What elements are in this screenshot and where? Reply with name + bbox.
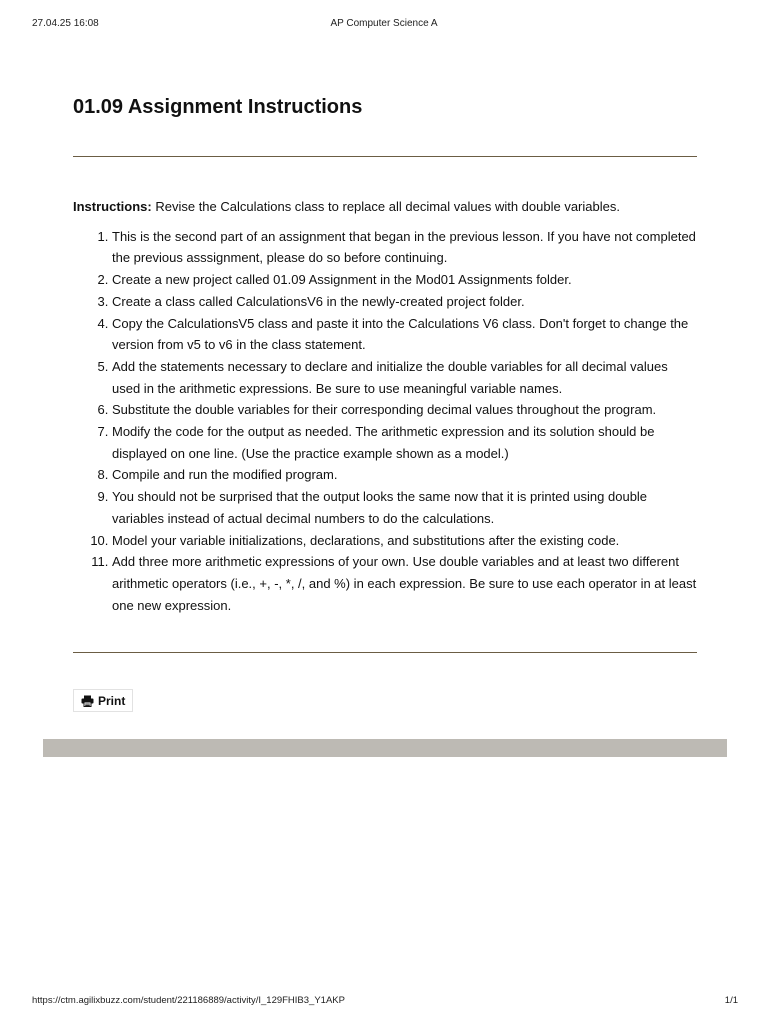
list-item: 6. Substitute the double variables for their corresponding decimal values throughout the program. [112, 399, 697, 421]
print-header-datetime: 27.04.25 16:08 [32, 18, 99, 29]
print-button-label: Print [98, 693, 126, 708]
print-footer-page-number: 1/1 [724, 995, 738, 1006]
print-button[interactable] [73, 689, 133, 712]
print-header-title: AP Computer Science A [330, 18, 438, 29]
page-title: 01.09 Assignment Instructions [73, 96, 363, 118]
steps-list [73, 226, 697, 617]
list-item: 2. Create a new project called 01.09 Assignment in the Mod01 Assignments folder. [112, 269, 697, 291]
list-item: 3. Create a class called CalculationsV6 in the newly-created project folder. [112, 291, 697, 313]
list-item: 11. Add three more arithmetic expressions of your own. Use double variables and at least two different arithmetic operators (i.e., +, -, *, /, and %) in each expression. Be sure to use each operator in at least one new expression. [112, 551, 697, 616]
bottom-divider [73, 652, 697, 653]
printer-icon [81, 695, 94, 707]
instructions-section [73, 196, 697, 616]
list-item: 5. Add the statements necessary to declare and initialize the double variables for all decimal values used in the arithmetic expressions. Be sure to use meaningful variable names. [112, 356, 697, 399]
list-item: 8. Compile and run the modified program. [112, 464, 697, 486]
instructions-intro [73, 196, 697, 218]
gray-bar [43, 739, 727, 757]
print-footer-url: https://ctm.agilixbuzz.com/student/221186889/activity/I_129FHIB3_Y1AKP [32, 995, 345, 1006]
instructions-label: Instructions: [73, 199, 152, 214]
list-item: 4. Copy the CalculationsV5 class and paste it into the Calculations V6 class. Don't forget to change the version from v5 to v6 in the class statement. [112, 313, 697, 356]
list-item: 10. Model your variable initializations, declarations, and substitutions after the existing code. [112, 530, 697, 552]
list-item: 1. This is the second part of an assignment that began in the previous lesson. If you have not completed the previous asssignment, please do so before continuing. [112, 226, 697, 269]
top-divider [73, 156, 697, 157]
instructions-intro-text: Revise the Calculations class to replace all decimal values with double variables. [151, 199, 620, 214]
list-item: 7. Modify the code for the output as needed. The arithmetic expression and its solution should be displayed on one line. (Use the practice example shown as a model.) [112, 421, 697, 464]
list-item: 9. You should not be surprised that the output looks the same now that it is printed using double variables instead of actual decimal numbers to do the calculations. [112, 486, 697, 529]
